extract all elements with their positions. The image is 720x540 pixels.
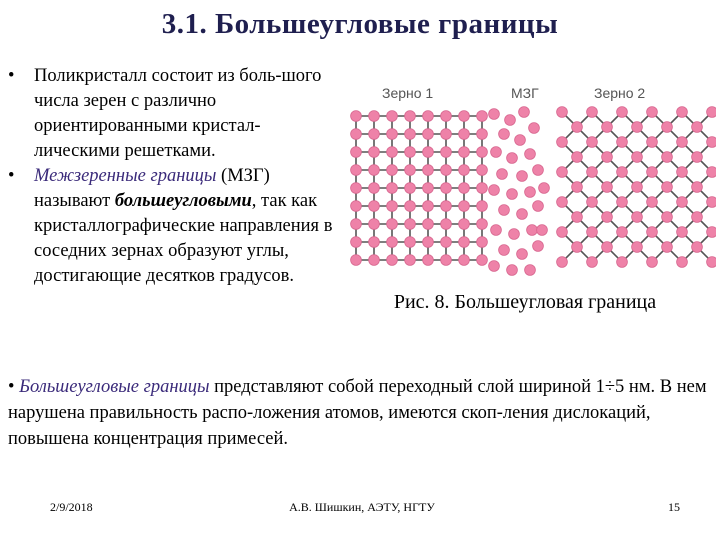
atom [499, 205, 510, 216]
atom [572, 212, 583, 223]
atom [519, 107, 530, 118]
atom [677, 167, 688, 178]
atom [602, 242, 613, 253]
atom [517, 171, 528, 182]
atom [632, 182, 643, 193]
atom [369, 147, 380, 158]
atom [587, 197, 598, 208]
atom [525, 149, 536, 160]
atom [499, 245, 510, 256]
atom [369, 111, 380, 122]
atom [369, 183, 380, 194]
atom [692, 122, 703, 133]
atom [587, 137, 598, 148]
atom [557, 137, 568, 148]
atom [707, 107, 716, 118]
atom [477, 165, 488, 176]
atom [692, 152, 703, 163]
atom [587, 167, 598, 178]
atom [387, 255, 398, 266]
footer-author: А.В. Шишкин, АЭТУ, НГТУ [289, 500, 435, 514]
atom [525, 187, 536, 198]
atom [647, 137, 658, 148]
atom [707, 167, 716, 178]
atom [707, 197, 716, 208]
atom [632, 152, 643, 163]
atom [517, 249, 528, 260]
label-grain-1: Зерно 1 [382, 85, 434, 101]
atom [505, 115, 516, 126]
atom [617, 137, 628, 148]
atom [507, 265, 518, 276]
atom [509, 229, 520, 240]
bullet-text: (МЗГ) называют [34, 166, 270, 211]
atom [387, 201, 398, 212]
atom [707, 137, 716, 148]
atom [387, 147, 398, 158]
atom [351, 165, 362, 176]
atom [477, 111, 488, 122]
bullet-item-boundaries [8, 164, 344, 289]
atom [533, 241, 544, 252]
atom [405, 129, 416, 140]
atom [677, 257, 688, 268]
atom [647, 107, 658, 118]
atom [441, 147, 452, 158]
atom [405, 255, 416, 266]
atom [489, 185, 500, 196]
atom [405, 183, 416, 194]
atom [617, 107, 628, 118]
atom [527, 225, 538, 236]
atom [405, 201, 416, 212]
atom [441, 165, 452, 176]
atom [539, 183, 550, 194]
atom [423, 237, 434, 248]
atom [387, 183, 398, 194]
atom [441, 111, 452, 122]
atom [602, 182, 613, 193]
label-boundary: МЗГ [511, 85, 539, 101]
atom [557, 197, 568, 208]
atom [677, 137, 688, 148]
atom [459, 147, 470, 158]
atom [662, 242, 673, 253]
atom [572, 122, 583, 133]
atom [647, 257, 658, 268]
atom [477, 255, 488, 266]
atom [459, 201, 470, 212]
atom [459, 183, 470, 194]
atom [459, 237, 470, 248]
atom [692, 242, 703, 253]
atom [351, 183, 362, 194]
atom [617, 227, 628, 238]
atom [557, 167, 568, 178]
figure-caption: Рис. 8. Большеугловая граница [393, 291, 657, 313]
atom [423, 183, 434, 194]
term-grain-boundaries: Межзеренные границы [34, 166, 217, 186]
atom [662, 152, 673, 163]
atom [351, 129, 362, 140]
atom [707, 227, 716, 238]
atom [477, 183, 488, 194]
atom [369, 129, 380, 140]
atom [477, 219, 488, 230]
atom [602, 152, 613, 163]
slide-title: 3.1. Большеугловые границы [161, 8, 559, 40]
atom [572, 242, 583, 253]
atom [459, 219, 470, 230]
footer-date: 2/9/2018 [50, 500, 93, 514]
atom [405, 147, 416, 158]
atom [405, 165, 416, 176]
atom [423, 201, 434, 212]
atom [647, 167, 658, 178]
atom [517, 209, 528, 220]
atom [369, 201, 380, 212]
atom [387, 111, 398, 122]
footer-page-number: 15 [668, 500, 680, 514]
atom [647, 227, 658, 238]
atom [423, 255, 434, 266]
atom [369, 219, 380, 230]
atom [587, 257, 598, 268]
atom [441, 183, 452, 194]
atom [677, 227, 688, 238]
atom [617, 167, 628, 178]
atom [441, 129, 452, 140]
atom [423, 111, 434, 122]
atom [351, 219, 362, 230]
bullet-item-polycrystal [8, 64, 344, 164]
atom [369, 165, 380, 176]
atom [662, 182, 673, 193]
atom [499, 129, 510, 140]
paragraph-text: представляют собой переходный слой шириной 1÷5 нм. В нем нарушена правильность распо-ложения атомов, имеются скоп-ления дислокаций, повышена концентрация примесей. [8, 377, 707, 449]
atom [707, 257, 716, 268]
label-grain-2: Зерно 2 [594, 85, 646, 101]
term-high-angle: большеугловыми [114, 191, 252, 211]
atom [477, 147, 488, 158]
bullet-marker: • [8, 166, 15, 186]
atom [617, 257, 628, 268]
atom [405, 219, 416, 230]
atom [533, 165, 544, 176]
bullet-text: Поликристалл состоит из боль-шого числа зерен с различно ориентированными кристал-лическими решетками. [34, 66, 322, 161]
term-high-angle-boundaries: Большеугловые границы [19, 377, 210, 397]
atom [557, 107, 568, 118]
atom [423, 129, 434, 140]
atom [387, 237, 398, 248]
atom [489, 109, 500, 120]
atom [423, 219, 434, 230]
atom [369, 237, 380, 248]
atom [459, 129, 470, 140]
atom [477, 201, 488, 212]
atom [602, 212, 613, 223]
atom [529, 123, 540, 134]
atom [602, 122, 613, 133]
atom [587, 107, 598, 118]
atom [587, 227, 598, 238]
atom [351, 201, 362, 212]
atom [477, 237, 488, 248]
atom [441, 255, 452, 266]
paragraph-high-angle [8, 374, 714, 452]
atom [387, 129, 398, 140]
atom [507, 189, 518, 200]
atom [572, 182, 583, 193]
atom [405, 237, 416, 248]
atom [369, 255, 380, 266]
atom [441, 237, 452, 248]
atom [515, 135, 526, 146]
atom [351, 237, 362, 248]
atom [632, 122, 643, 133]
bullet-marker: • [8, 66, 15, 86]
atom [632, 212, 643, 223]
atom [351, 111, 362, 122]
atom [507, 153, 518, 164]
atom [351, 255, 362, 266]
atom [441, 219, 452, 230]
bullet-list [8, 64, 344, 289]
atom [491, 225, 502, 236]
atom [662, 212, 673, 223]
atom [459, 255, 470, 266]
atom [533, 201, 544, 212]
atom [351, 147, 362, 158]
atom [692, 182, 703, 193]
atom [677, 197, 688, 208]
atom [387, 165, 398, 176]
atom [617, 197, 628, 208]
atom [459, 111, 470, 122]
atom [557, 257, 568, 268]
grain-boundary-diagram [344, 84, 716, 284]
atom [423, 147, 434, 158]
atom [477, 129, 488, 140]
atom [647, 197, 658, 208]
atom [572, 152, 583, 163]
atom [459, 165, 470, 176]
atom [387, 219, 398, 230]
atom [677, 107, 688, 118]
atom [489, 261, 500, 272]
atom [497, 169, 508, 180]
atom [557, 227, 568, 238]
bullet-text: , так как кристаллографические направления в соседних зернах образуют углы, достигающие десятков градусов. [34, 191, 333, 286]
atom [632, 242, 643, 253]
bullet-marker: • [8, 377, 15, 397]
atom [405, 111, 416, 122]
atom [537, 225, 548, 236]
atom [491, 147, 502, 158]
atom [441, 201, 452, 212]
atom [423, 165, 434, 176]
atom [692, 212, 703, 223]
atom [525, 265, 536, 276]
atom [662, 122, 673, 133]
